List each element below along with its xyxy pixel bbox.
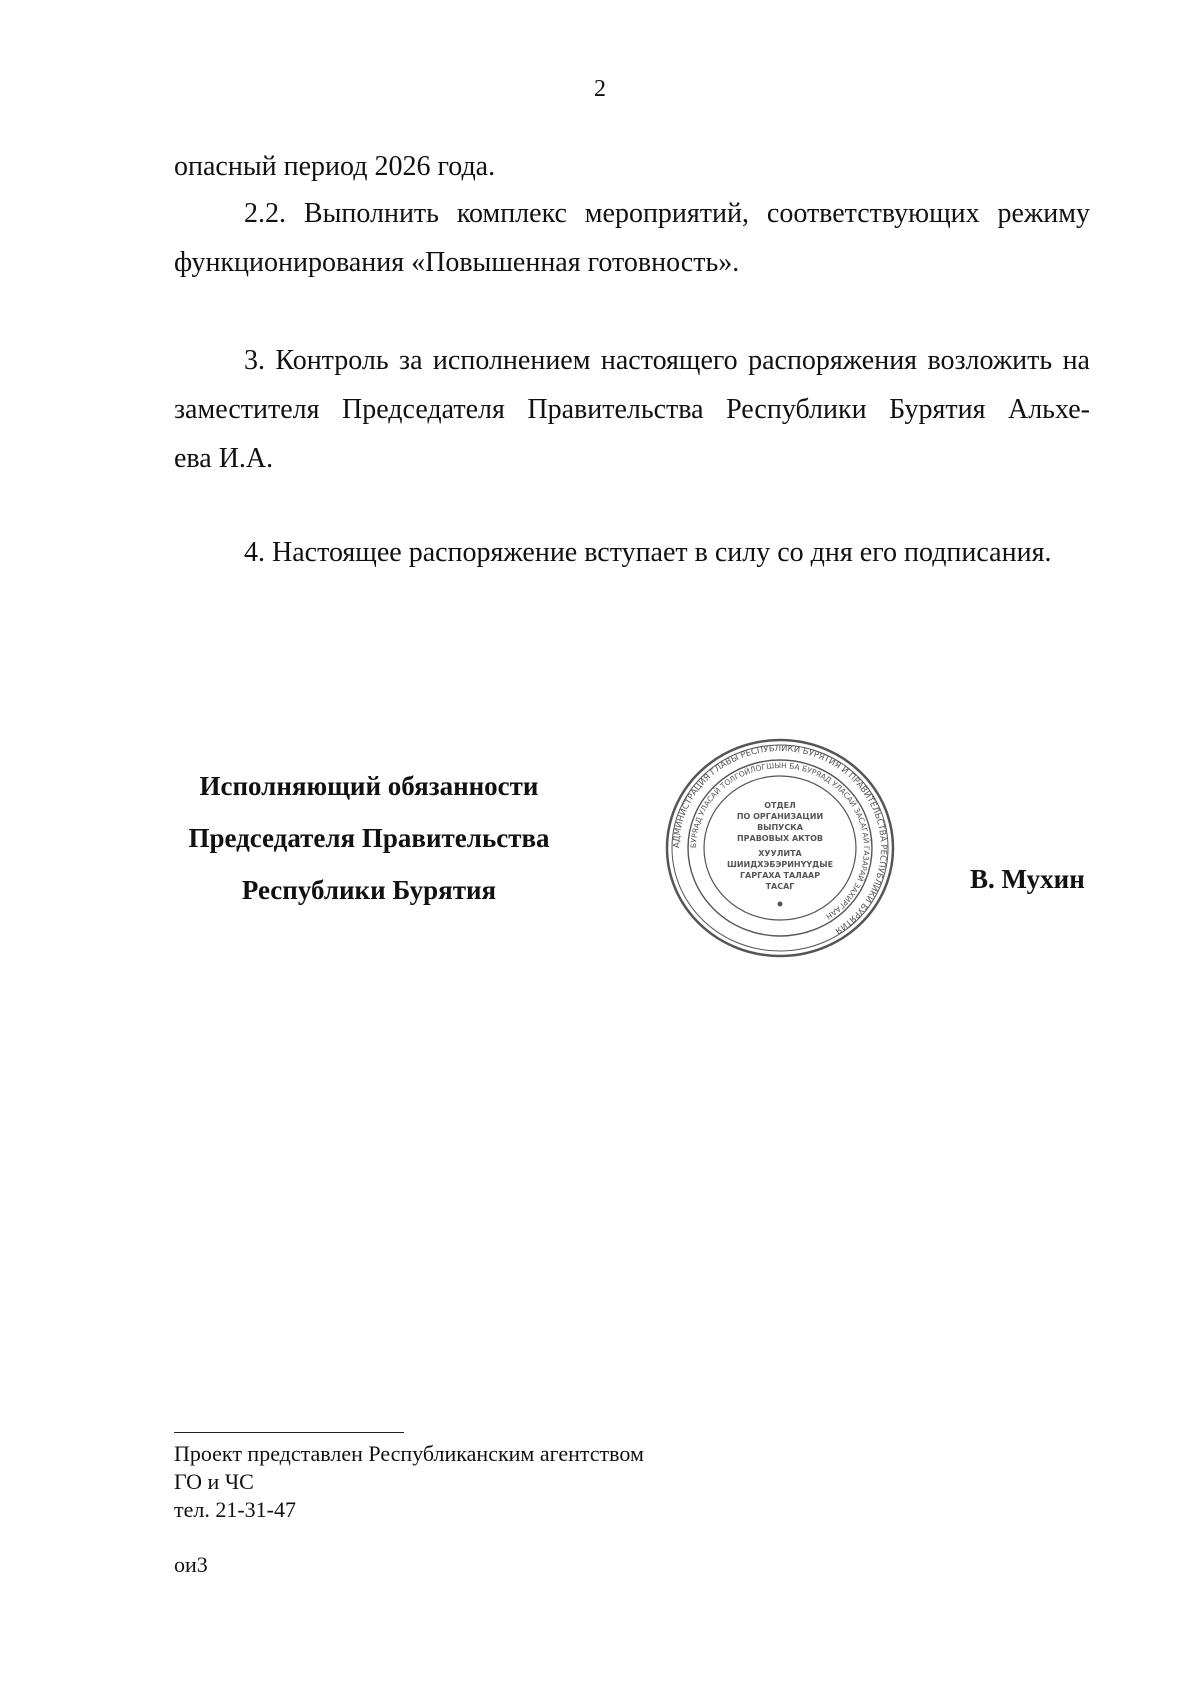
- signatory-name: В. Мухин: [970, 864, 1085, 894]
- seal-center-dot: [778, 902, 783, 907]
- paragraph-4: [174, 528, 1090, 577]
- signatory-title-line: Исполняющий обязанности: [199, 771, 539, 801]
- seal-center-line: ГАРГАХА ТАЛААР: [739, 871, 821, 880]
- footnote: [174, 1440, 644, 1524]
- paragraph-line: заместителя Председателя Правительства Республики Бурятия Альхе-: [174, 394, 1090, 425]
- paragraph-continuation: [174, 142, 1090, 191]
- seal-center-line: ПО ОРГАНИЗАЦИИ: [736, 812, 824, 821]
- paragraph-line: ева И.А.: [174, 443, 274, 474]
- paragraph-line: опасный период 2026 года.: [174, 151, 496, 182]
- footnote-line: Проект представлен Республиканским агентством: [174, 1441, 644, 1466]
- footnote-line: ГО и ЧС: [174, 1469, 254, 1494]
- seal-outer-ring-text: АДМИНИСТРАЦИЯ ГЛАВЫ РЕСПУБЛИКИ БУРЯТИЯ И ПРАВИТЕЛЬСТВА РЕСПУБЛИКИ БУРЯТИЯ: [671, 743, 889, 936]
- official-seal-stamp: [660, 738, 900, 958]
- footnote-line: тел. 21-31-47: [174, 1497, 297, 1522]
- seal-center-line: ТАСАГ: [765, 882, 795, 891]
- document-code: ои3: [174, 1552, 208, 1577]
- seal-center-line: ПРАВОВЫХ АКТОВ: [736, 834, 824, 843]
- seal-center-line: ХУУЛИТА: [758, 849, 802, 858]
- paragraph-line: 4. Настоящее распоряжение вступает в силу со дня его подписания.: [244, 537, 1052, 568]
- paragraph-line: функционирования «Повышенная готовность».: [174, 247, 740, 278]
- page-number: 2: [594, 76, 606, 102]
- paragraph-3: [174, 336, 1090, 483]
- seal-inner-ring-text: БУРЯАД УЛАСАЙ ТОЛГОЙЛОГШЫН БА БУРЯАД УЛАСАЙ ЗАСАГАЙ ГАЗАРАЙ ЗАХИРГААН: [688, 760, 872, 922]
- signatory-title-line: Республики Бурятия: [241, 875, 497, 905]
- signatory-title-line: Председателя Правительства: [188, 823, 550, 853]
- paragraph-line: 2.2. Выполнить комплекс мероприятий, соответствующих режиму: [244, 198, 1090, 229]
- seal-center-line: ШИИДХЭБЭРИНҮҮДЫЕ: [726, 860, 834, 869]
- paragraph-2-2: [174, 189, 1090, 287]
- seal-center-line: ВЫПУСКА: [757, 823, 803, 832]
- seal-center-line: ОТДЕЛ: [764, 801, 796, 810]
- footnote-divider: [174, 1432, 404, 1433]
- signatory-title: [174, 760, 564, 916]
- paragraph-line: 3. Контроль за исполнением настоящего распоряжения возложить на: [244, 345, 1090, 376]
